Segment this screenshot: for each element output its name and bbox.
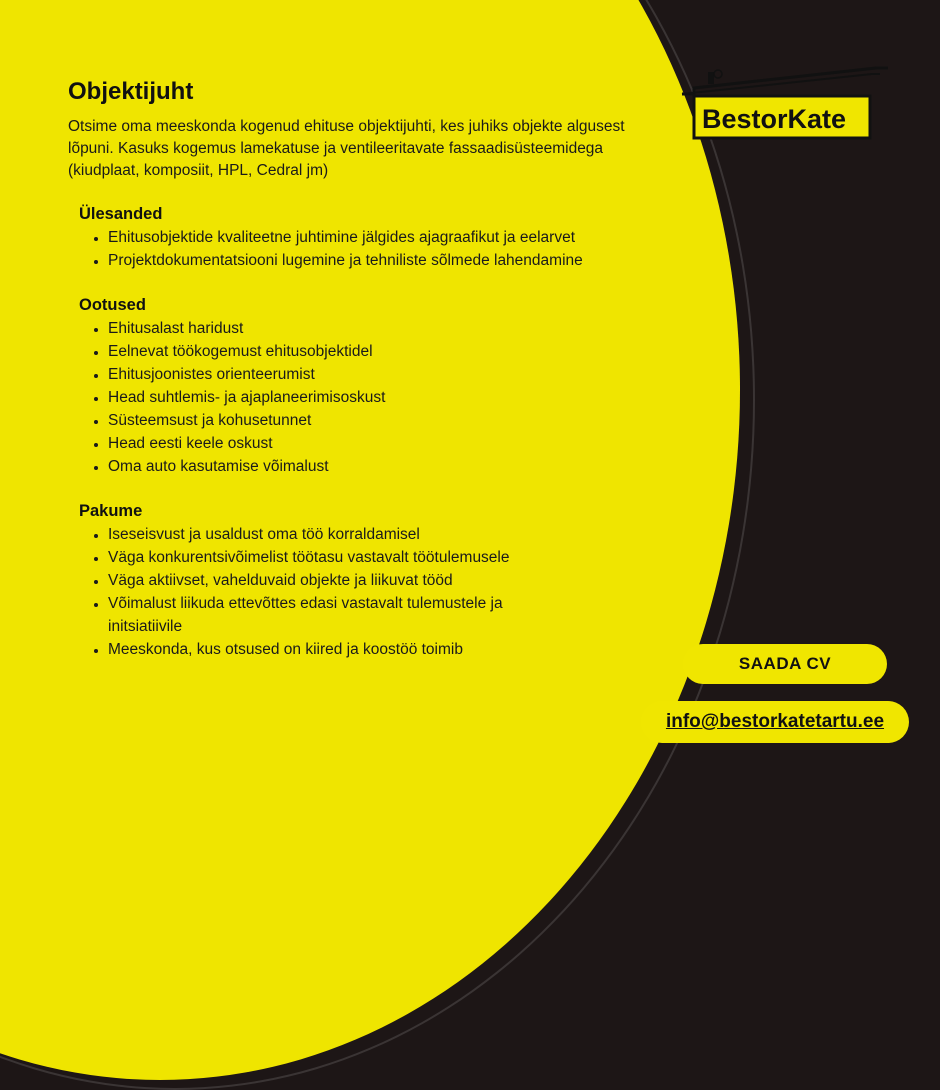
section-heading: Ootused	[79, 296, 146, 314]
section-expectations	[79, 296, 668, 478]
email-link[interactable]: info@bestorkatetartu.ee	[665, 711, 885, 732]
section-heading: Ülesanded	[79, 205, 163, 223]
list-item: • Ehitusobjektide kvaliteetne juhtimine jälgides ajagraafikut ja eelarvet	[108, 226, 668, 249]
list-item: • Ehitusalast haridust	[108, 317, 668, 340]
list-item: • Projektdokumentatsiooni lugemine ja tehniliste sõlmede lahendamine	[108, 249, 668, 272]
list-item: • Süsteemsust ja kohusetunnet	[108, 409, 668, 432]
email-pill	[641, 701, 909, 743]
section-offer	[79, 502, 668, 661]
bestorkate-logo	[680, 66, 892, 142]
task-list	[79, 226, 668, 272]
job-intro: Otsime oma meeskonda kogenud ehituse objektijuhti, kes juhiks objekte algusest lõpuni. Kasuks kogemus lamekatuse ja ventileeritavate fassaadisüsteemidega (kiudplaat, komposiit, HPL, Cedral jm)	[68, 118, 625, 179]
list-item: • Väga konkurentsivõimelist töötasu vastavalt töötulemusele	[108, 546, 558, 569]
section-tasks	[79, 205, 668, 272]
house-roof-logo-icon	[680, 66, 892, 142]
list-item: • Oma auto kasutamise võimalust	[108, 455, 668, 478]
list-item: • Head suhtlemis- ja ajaplaneerimisoskust	[108, 386, 668, 409]
offer-list	[79, 523, 668, 661]
list-item: • Väga aktiivset, vahelduvaid objekte ja liikuvat tööd	[108, 569, 668, 592]
expectation-list	[79, 317, 668, 478]
section-heading: Pakume	[79, 502, 143, 520]
list-item: • Eelnevat töökogemust ehitusobjektidel	[108, 340, 668, 363]
send-cv-button[interactable]: SAADA CV	[683, 644, 887, 684]
job-title: Objektijuht	[68, 78, 194, 105]
list-item: • Iseseisvust ja usaldust oma töö korraldamisel	[108, 523, 668, 546]
list-item: • Võimalust liikuda ettevõttes edasi vastavalt tulemustele ja initsiatiivile	[108, 592, 558, 638]
list-item: • Meeskonda, kus otsused on kiired ja koostöö toimib	[108, 638, 668, 661]
list-item: • Ehitusjoonistes orienteerumist	[108, 363, 668, 386]
logo-wordmark: BestorKate	[702, 104, 847, 134]
job-ad	[68, 78, 668, 661]
list-item: • Head eesti keele oskust	[108, 432, 668, 455]
